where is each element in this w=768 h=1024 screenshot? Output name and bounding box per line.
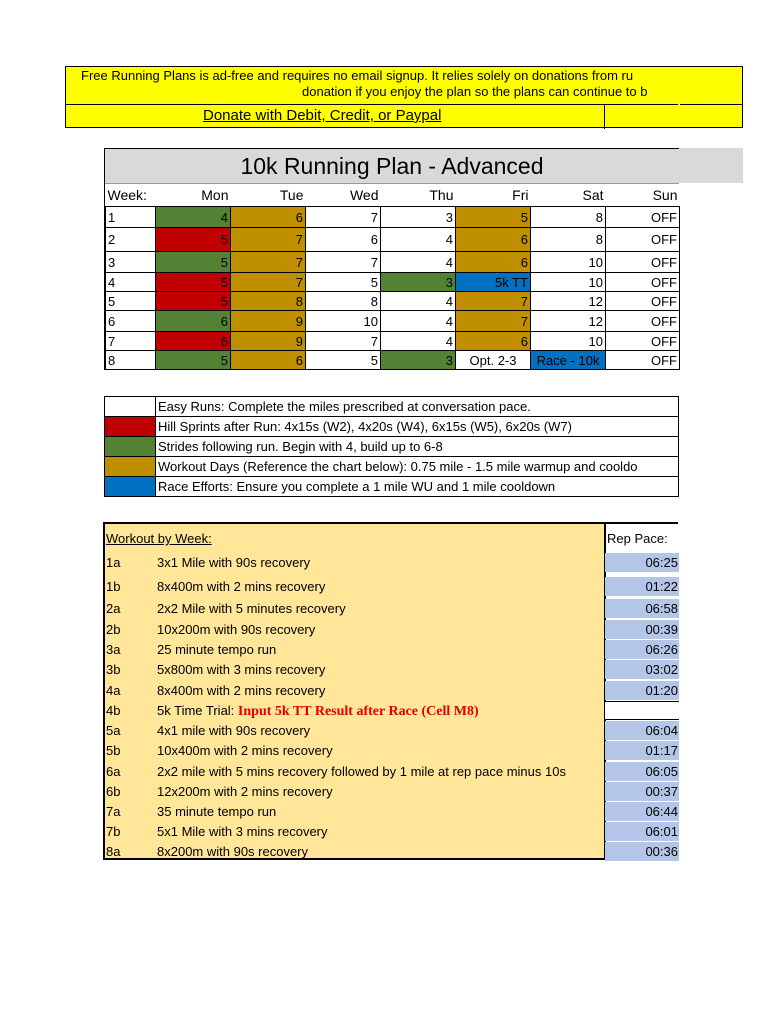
workout-row	[105, 822, 680, 842]
header-sat: Sat	[531, 184, 606, 207]
workout-description-cell	[157, 640, 276, 660]
workout-row	[105, 782, 680, 802]
workout-header-row	[105, 529, 680, 549]
workout-row	[105, 802, 680, 822]
rep-pace-cell: 01:20	[605, 681, 679, 700]
workout-description: 8x400m with 2 mins recovery	[157, 579, 326, 594]
day-cell[interactable]: 10	[306, 311, 381, 332]
day-cell[interactable]: 10	[531, 332, 606, 351]
workout-row	[105, 577, 680, 597]
workout-row	[105, 681, 680, 701]
workout-table	[103, 522, 678, 860]
rep-pace-cell: 06:01	[605, 822, 679, 841]
schedule-header-row	[106, 184, 680, 207]
workout-row	[105, 701, 680, 721]
day-cell[interactable]: 8	[231, 292, 306, 311]
workout-id: 1a	[106, 555, 121, 570]
week-row	[106, 292, 680, 311]
title-band-extension	[678, 148, 743, 183]
week-row	[106, 228, 680, 252]
workout-description: 5x1 Mile with 3 mins recovery	[157, 824, 328, 839]
rep-pace-header: Rep Pace:	[607, 531, 668, 546]
workout-description: 2x2 Mile with 5 minutes recovery	[157, 601, 346, 616]
workout-row	[105, 660, 680, 680]
legend-text: Strides following run. Begin with 4, build up to 6-8	[156, 437, 679, 457]
workout-row	[105, 599, 680, 619]
banner-text-line2: donation if you enjoy the plan so the plans can continue to b	[302, 84, 648, 99]
workout-id: 8a	[106, 844, 121, 859]
day-cell[interactable]: 6	[456, 252, 531, 273]
rep-pace-cell: 06:05	[605, 762, 679, 781]
workout-description: 10x400m with 2 mins recovery	[157, 743, 333, 758]
day-cell[interactable]: 7	[456, 311, 531, 332]
tt-input-note: Input 5k TT Result after Race (Cell M8)	[237, 704, 479, 719]
day-cell[interactable]: 6	[456, 228, 531, 252]
legend-text: Race Efforts: Ensure you complete a 1 mile WU and 1 mile cooldown	[156, 477, 679, 497]
workout-description: 8x400m with 2 mins recovery	[157, 683, 326, 698]
banner-cell-divider	[604, 104, 605, 129]
day-cell[interactable]: 6	[156, 332, 231, 351]
day-cell[interactable]: 6	[231, 207, 306, 228]
day-cell[interactable]: 5	[156, 252, 231, 273]
legend-swatch	[105, 437, 156, 457]
day-cell[interactable]: 3	[381, 207, 456, 228]
workout-id: 2a	[106, 601, 121, 616]
day-cell[interactable]: 7	[456, 292, 531, 311]
rep-pace-cell: 03:02	[605, 660, 679, 679]
header-thu: Thu	[381, 184, 456, 207]
day-cell[interactable]: 6	[231, 351, 306, 370]
workout-description: 35 minute tempo run	[157, 804, 277, 819]
header-fri: Fri	[456, 184, 531, 207]
color-legend	[104, 396, 678, 497]
workout-description: 8x200m with 90s recovery	[157, 844, 309, 859]
day-cell[interactable]: OFF	[606, 228, 680, 252]
day-cell[interactable]: 12	[531, 311, 606, 332]
workout-header: Workout by Week:	[106, 531, 212, 546]
workout-description: 4x1 mile with 90s recovery	[157, 723, 311, 738]
workout-description-cell	[157, 599, 346, 619]
day-cell[interactable]: 8	[531, 207, 606, 228]
day-cell[interactable]: 4	[381, 292, 456, 311]
banner-divider	[66, 104, 742, 105]
donate-link[interactable]: Donate with Debit, Credit, or Paypal	[203, 107, 442, 124]
week-number: 7	[106, 332, 156, 351]
day-cell[interactable]: OFF	[606, 311, 680, 332]
rep-pace-cell: 01:22	[605, 577, 679, 596]
week-row	[106, 351, 680, 370]
header-tue: Tue	[231, 184, 306, 207]
rep-pace-cell: 06:04	[605, 721, 679, 740]
plan-title: 10k Running Plan - Advanced	[105, 149, 679, 184]
workout-row	[105, 741, 680, 761]
day-cell[interactable]: 7	[306, 207, 381, 228]
workout-row	[105, 640, 680, 660]
workout-id: 4a	[106, 683, 121, 698]
week-row	[106, 252, 680, 273]
workout-description-cell	[157, 620, 315, 640]
workout-description: 25 minute tempo run	[157, 642, 277, 657]
day-cell[interactable]: 5	[306, 273, 381, 292]
workout-description: 12x200m with 2 mins recovery	[157, 784, 333, 799]
day-cell[interactable]: 6	[306, 228, 381, 252]
week-number: 8	[106, 351, 156, 370]
workout-description-cell	[157, 782, 333, 802]
workout-id: 3a	[106, 642, 121, 657]
day-cell[interactable]: 5	[156, 351, 231, 370]
week-number: 2	[106, 228, 156, 252]
week-row	[106, 332, 680, 351]
legend-swatch	[105, 457, 156, 477]
workout-id: 6b	[106, 784, 121, 799]
day-cell[interactable]: 7	[231, 273, 306, 292]
day-cell[interactable]: 7	[306, 252, 381, 273]
workout-description-cell	[157, 802, 276, 822]
week-number: 3	[106, 252, 156, 273]
day-cell[interactable]: 3	[381, 351, 456, 370]
legend-swatch	[105, 397, 156, 417]
day-cell[interactable]: 10	[531, 273, 606, 292]
workout-row	[105, 762, 680, 782]
day-cell[interactable]: OFF	[606, 351, 680, 370]
workout-id: 4b	[106, 703, 121, 718]
workout-description-cell	[157, 681, 325, 701]
workout-id: 1b	[106, 579, 121, 594]
week-number: 4	[106, 273, 156, 292]
workout-description: 2x2 mile with 5 mins recovery followed by 1 mile at rep pace minus 10s	[157, 764, 566, 779]
day-cell[interactable]: 7	[306, 332, 381, 351]
workout-row	[105, 553, 680, 573]
rep-pace-cell[interactable]	[605, 701, 679, 720]
day-cell[interactable]: OFF	[606, 292, 680, 311]
workout-description-cell	[157, 741, 333, 761]
day-cell[interactable]: 9	[231, 311, 306, 332]
day-cell[interactable]: 6	[456, 332, 531, 351]
workout-row	[105, 842, 680, 862]
header-sun: Sun	[606, 184, 680, 207]
legend-row	[105, 457, 679, 477]
day-cell[interactable]: OFF	[606, 252, 680, 273]
day-cell[interactable]: Opt. 2-3	[456, 351, 531, 370]
day-cell[interactable]: 5k TT	[456, 273, 531, 292]
workout-id: 5a	[106, 723, 121, 738]
day-cell[interactable]: OFF	[606, 207, 680, 228]
week-number: 1	[106, 207, 156, 228]
workout-description-cell	[157, 721, 310, 741]
donation-banner	[65, 66, 743, 128]
schedule-grid	[105, 184, 680, 370]
week-number: 5	[106, 292, 156, 311]
day-cell[interactable]: 5	[306, 351, 381, 370]
workout-description-cell	[157, 762, 566, 782]
legend-text: Workout Days (Reference the chart below): 0.75 mile - 1.5 mile warmup and cooldo	[156, 457, 679, 477]
day-cell[interactable]: 5	[156, 292, 231, 311]
day-cell[interactable]: 4	[381, 332, 456, 351]
workout-description-cell	[157, 842, 308, 862]
rep-pace-cell: 06:25	[605, 553, 679, 572]
rep-pace-cell: 00:37	[605, 782, 679, 801]
workout-description-cell	[157, 660, 325, 680]
workout-id: 5b	[106, 743, 121, 758]
schedule-table	[104, 148, 679, 370]
legend-text: Hill Sprints after Run: 4x15s (W2), 4x20s (W4), 6x15s (W5), 6x20s (W7)	[156, 417, 679, 437]
day-cell[interactable]: 8	[306, 292, 381, 311]
day-cell[interactable]: OFF	[606, 332, 680, 351]
day-cell[interactable]: 12	[531, 292, 606, 311]
workout-description: 5x800m with 3 mins recovery	[157, 662, 326, 677]
header-week: Week:	[106, 184, 156, 207]
workout-description-cell	[157, 553, 310, 573]
day-cell[interactable]: Race - 10k	[531, 351, 606, 370]
legend-row	[105, 397, 679, 417]
day-cell[interactable]: 6	[156, 311, 231, 332]
legend-row	[105, 417, 679, 437]
day-cell[interactable]: 7	[231, 252, 306, 273]
day-cell[interactable]: 3	[381, 273, 456, 292]
workout-id: 7a	[106, 804, 121, 819]
week-row	[106, 311, 680, 332]
rep-pace-cell: 06:26	[605, 640, 679, 659]
workout-id: 3b	[106, 662, 121, 677]
day-cell[interactable]: 4	[381, 228, 456, 252]
day-cell[interactable]: 4	[381, 311, 456, 332]
day-cell[interactable]: OFF	[606, 273, 680, 292]
day-cell[interactable]: 5	[456, 207, 531, 228]
week-number: 6	[106, 311, 156, 332]
rep-pace-cell: 06:58	[605, 599, 679, 618]
rep-pace-cell: 00:36	[605, 842, 679, 861]
header-wed: Wed	[306, 184, 381, 207]
legend-text: Easy Runs: Complete the miles prescribed at conversation pace.	[156, 397, 679, 417]
workout-id: 2b	[106, 622, 121, 637]
day-cell[interactable]: 10	[531, 252, 606, 273]
legend-row	[105, 437, 679, 457]
legend-swatch	[105, 477, 156, 497]
week-row	[106, 273, 680, 292]
workout-description: 3x1 Mile with 90s recovery	[157, 555, 311, 570]
workout-id: 7b	[106, 824, 121, 839]
legend-swatch	[105, 417, 156, 437]
day-cell[interactable]: 8	[531, 228, 606, 252]
rep-pace-cell: 00:39	[605, 620, 679, 639]
workout-row	[105, 620, 680, 640]
day-cell[interactable]: 4	[381, 252, 456, 273]
day-cell[interactable]: 9	[231, 332, 306, 351]
workout-description: 10x200m with 90s recovery	[157, 622, 316, 637]
legend-table	[104, 396, 679, 497]
week-row	[106, 207, 680, 228]
workout-description: 5k Time Trial:	[157, 703, 238, 718]
rep-pace-cell: 06:44	[605, 802, 679, 821]
workout-id: 6a	[106, 764, 121, 779]
banner-edge	[678, 67, 680, 127]
legend-row	[105, 477, 679, 497]
workout-description-cell	[157, 577, 325, 597]
day-cell[interactable]: 5	[156, 228, 231, 252]
workout-description-cell	[157, 701, 479, 722]
workout-row	[105, 721, 680, 741]
day-cell[interactable]: 7	[231, 228, 306, 252]
rep-pace-cell: 01:17	[605, 741, 679, 760]
banner-text-line1: Free Running Plans is ad-free and requires no email signup. It relies solely on donations from ru	[81, 68, 634, 83]
header-mon: Mon	[156, 184, 231, 207]
day-cell[interactable]: 5	[156, 273, 231, 292]
day-cell[interactable]: 4	[156, 207, 231, 228]
workout-description-cell	[157, 822, 328, 842]
